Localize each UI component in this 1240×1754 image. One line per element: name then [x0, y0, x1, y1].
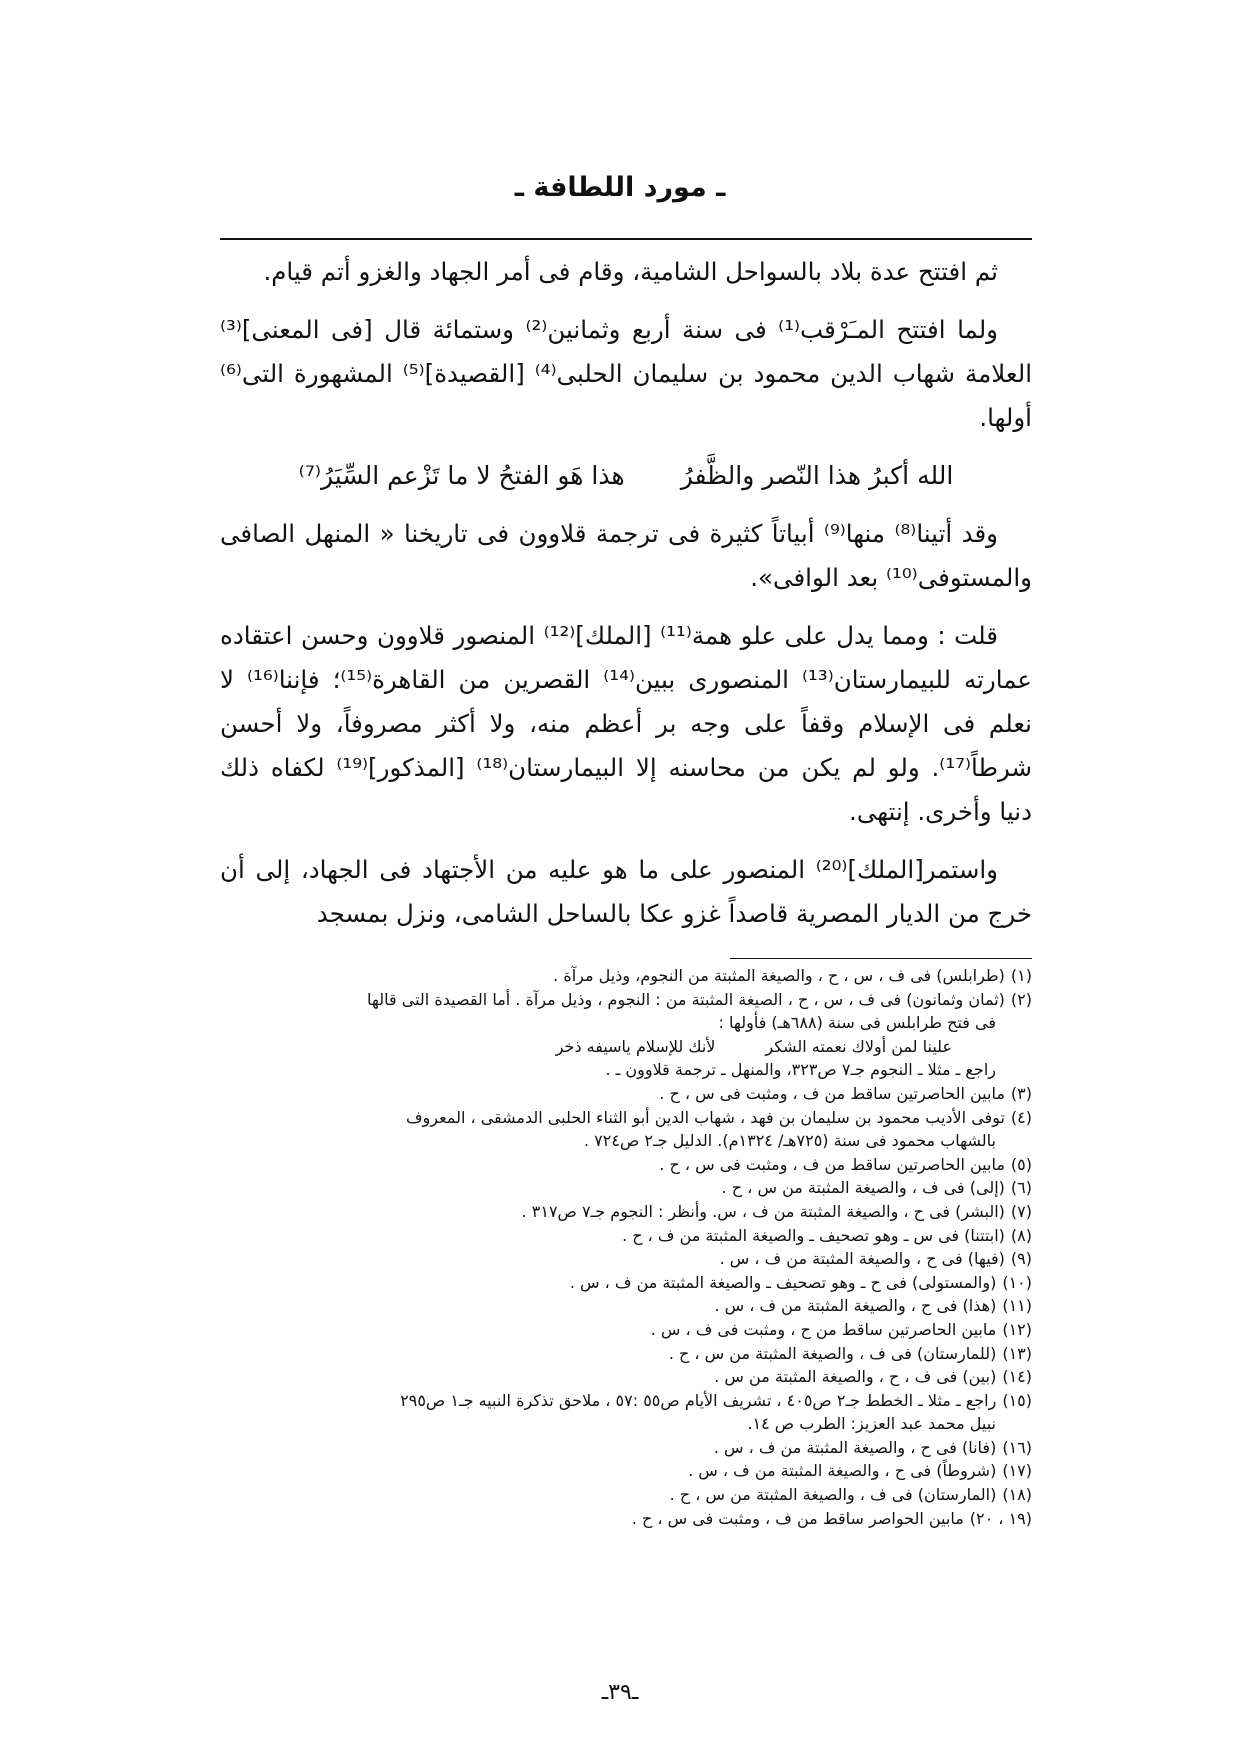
footnote-continuation: نبيل محمد عبد العزيز: الطرب ص ١٤. — [747, 1414, 996, 1434]
footnote-continuation: فى فتح طرابلس فى سنة (٦٨٨هـ) فأولها : — [718, 1013, 996, 1033]
main-text — [220, 250, 1032, 950]
footnote-number: (١٧) — [1002, 1461, 1032, 1481]
footnote-text: مابين الحاصرتين ساقط من ف ، ومثبت فى س ، ح . — [659, 1154, 1005, 1174]
footnote — [210, 1224, 1032, 1248]
paragraph-1: ثم افتتح عدة بلاد بالسواحل الشامية، وقام فى أمر الجهاد والغزو أتم قيام. — [263, 257, 998, 286]
footnote — [210, 1459, 1032, 1483]
footnote-text: (طرابلس) فى ف ، س ، ح ، والصيغة المثبتة من النجوم، وذيل مرآة . — [553, 966, 1005, 985]
footnote-text: مابين الحاصرتين ساقط من ح ، ومثبت فى ف ، س . — [650, 1319, 997, 1339]
footnote-text: (للمارستان) فى ف ، والصيغة المثبتة من س ، ح . — [668, 1343, 997, 1363]
footnote-text: (بين) فى ف ، ح ، والصيغة المثبتة من س . — [714, 1367, 997, 1387]
paragraph-5: واستمر[الملك]⁽²⁰⁾ المنصور على ما هو عليه من الأجتهاد فى الجهاد، إلى أن خرج من الديار المصرية قاصداً غزو عكا بالساحل الشامى، ونزل بمسجد — [220, 855, 1032, 928]
footnote — [210, 1176, 1032, 1200]
footnote-text: راجع ـ مثلا ـ الخطط جـ٢ ص٤٠٥ ، تشريف الأيام ص٥٥ :٥٧ ، ملاحق تذكرة النبيه جـ١ ص٢٩٥ — [400, 1390, 997, 1410]
footnote-continuation: بالشهاب محمود فى سنة (٧٢٥هـ/ ١٣٢٤م). الدليل جـ٢ ص٧٢٤ . — [584, 1131, 996, 1151]
footnote-text: (شروطاً) فى ح ، والصيغة المثبتة من ف ، س . — [688, 1461, 997, 1481]
footnote-text: مابين الحاصرتين ساقط من ف ، ومثبت فى س ، ح . — [659, 1083, 1005, 1103]
footnote-number: (٥) — [1010, 1154, 1032, 1174]
footnote-rule — [730, 958, 1032, 959]
footnote-text: (ابتتنا) فى س ـ وهو تصحيف ـ والصيغة المثبتة من ف ، ح . — [622, 1225, 1005, 1245]
footnote — [210, 1247, 1032, 1271]
footnote-text: (هذا) فى ح ، والصيغة المثبتة من ف ، س . — [714, 1296, 997, 1316]
footnote — [210, 1318, 1032, 1342]
footnote-number: (١٦) — [1002, 1437, 1032, 1457]
footnote-text: (البشر) فى ح ، والصيغة المثبتة من ف ، س. وأنظر : النجوم جـ٧ ص٣١٧ . — [521, 1201, 1005, 1221]
footnote-number: (٣) — [1010, 1083, 1032, 1103]
verse-first-hemistich: الله أكبرُ هذا النّصر والظَّفرُ — [680, 461, 954, 490]
footnote-text: (المارستان) فى ف ، والصيغة المثبتة من س ، ح . — [669, 1485, 997, 1505]
footnote-number: (١٣) — [1002, 1343, 1032, 1363]
footnote — [210, 1200, 1032, 1224]
footnote — [210, 1106, 1032, 1130]
footnote — [210, 1389, 1032, 1413]
page-number: ـ٣٩ـ — [601, 1680, 639, 1705]
footnote — [210, 1342, 1032, 1366]
footnote-number: (١) — [1010, 966, 1032, 985]
footnote-text: (ثمان وثمانون) فى ف ، س ، ح ، الصيغة المثبتة من : النجوم ، وذيل مرآة . أما القصيدة التى قالها — [367, 989, 1005, 1009]
running-title: ـ مورد اللطافة ـ — [514, 172, 726, 203]
footnote — [210, 1483, 1032, 1507]
paragraph-3: وقد أتينا⁽⁸⁾ منها⁽⁹⁾ أبياتاً كثيرة فى ترجمة قلاوون فى تاريخنا « المنهل الصافى والمستوفى⁽¹⁰⁾ بعد الوافى». — [220, 519, 1032, 592]
footnote-number: (١٥) — [1002, 1390, 1032, 1410]
footnote-continuation: راجع ـ مثلا ـ النجوم جـ٧ ص٣٢٣، والمنهل ـ ترجمة قلاوون ـ . — [605, 1060, 996, 1080]
footnote — [210, 1294, 1032, 1318]
footnote — [210, 1082, 1032, 1106]
footnote — [210, 964, 1032, 988]
footnote-verse-second: لأنك للإسلام ياسيفه ذخر — [555, 1036, 716, 1056]
footnote — [210, 1271, 1032, 1295]
footnote — [210, 1153, 1032, 1177]
paragraph-4: قلت : ومما يدل على علو همة⁽¹¹⁾ [الملك]⁽¹²⁾ المنصور قلاوون وحسن اعتقاده عمارته للبيمارستان⁽¹³⁾ المنصورى ببين⁽¹⁴⁾ القصرين من القاهرة⁽¹⁵⁾؛ فإننا⁽¹⁶⁾ لا نعلم فى الإسلام وقفاً على وجه بر أعظم منه، ولا أكثر مصروفاً، ولا أحسن شرطاً⁽¹⁷⁾. ولو لم يكن من محاسنه إلا البيمارستان⁽¹⁸⁾ [المذكور]⁽¹⁹⁾ لكفاه ذلك دنيا وأخرى. إنتهى. — [220, 621, 1032, 826]
footnote-verse — [210, 1035, 1032, 1059]
footnote — [210, 1436, 1032, 1460]
footnote-number: (٧) — [1010, 1201, 1032, 1221]
footnote-text: (والمستولى) فى ح ـ وهو تصحيف ـ والصيغة المثبتة من ف ، س . — [569, 1272, 997, 1292]
footnote-number: (٨) — [1010, 1225, 1032, 1245]
footnote-number: (٢) — [1010, 989, 1032, 1009]
footnote — [210, 1365, 1032, 1389]
footnote-number: (٦) — [1010, 1178, 1032, 1198]
footnote-number: (٤) — [1010, 1107, 1032, 1127]
header-rule — [220, 238, 1032, 240]
footnote-verse-first: علينا لمن أولاك نعمته الشكر — [765, 1036, 952, 1056]
footnote-number: (١٢) — [1002, 1319, 1032, 1339]
footnote-text: (فانا) فى ح ، والصيغة المثبتة من ف ، س . — [713, 1437, 997, 1457]
footnote-number: (١١) — [1002, 1296, 1032, 1316]
poem-verse — [220, 454, 1032, 498]
footnotes — [210, 964, 1032, 1530]
footnote-text: مابين الحواصر ساقط من ف ، ومثبت فى س ، ح . — [631, 1508, 964, 1528]
footnote-number: (١٠) — [1002, 1272, 1032, 1292]
footnote-number: (١٩ ، ٢٠) — [969, 1508, 1032, 1528]
footnote-number: (٩) — [1010, 1249, 1032, 1269]
paragraph-2: ولما افتتح المـَرْقب⁽¹⁾ فى سنة أربع وثمانين⁽²⁾ وستمائة قال [فى المعنى]⁽³⁾ العلامة شهاب الدين محمود بن سليمان الحلبى⁽⁴⁾ [القصيدة]⁽⁵⁾ المشهورة التى⁽⁶⁾ أولها. — [220, 315, 1032, 432]
footnote-text: توفى الأديب محمود بن سليمان بن فهد ، شهاب الدين أبو الثناء الحلبى الدمشقى ، المعروف — [405, 1107, 1005, 1127]
footnote — [210, 988, 1032, 1012]
footnote-number: (١٤) — [1002, 1367, 1032, 1387]
footnote-number: (١٨) — [1002, 1485, 1032, 1505]
verse-second-hemistich: هذا هَو الفتحُ لا ما تَزْعم السِّيَرُ⁽⁷⁾ — [298, 461, 625, 490]
footnote-text: (فيها) فى ح ، والصيغة المثبتة من ف ، س . — [719, 1249, 1005, 1269]
footnote — [210, 1507, 1032, 1531]
footnote-text: (إلى) فى ف ، والصيغة المثبتة من س ، ح . — [721, 1178, 1005, 1198]
